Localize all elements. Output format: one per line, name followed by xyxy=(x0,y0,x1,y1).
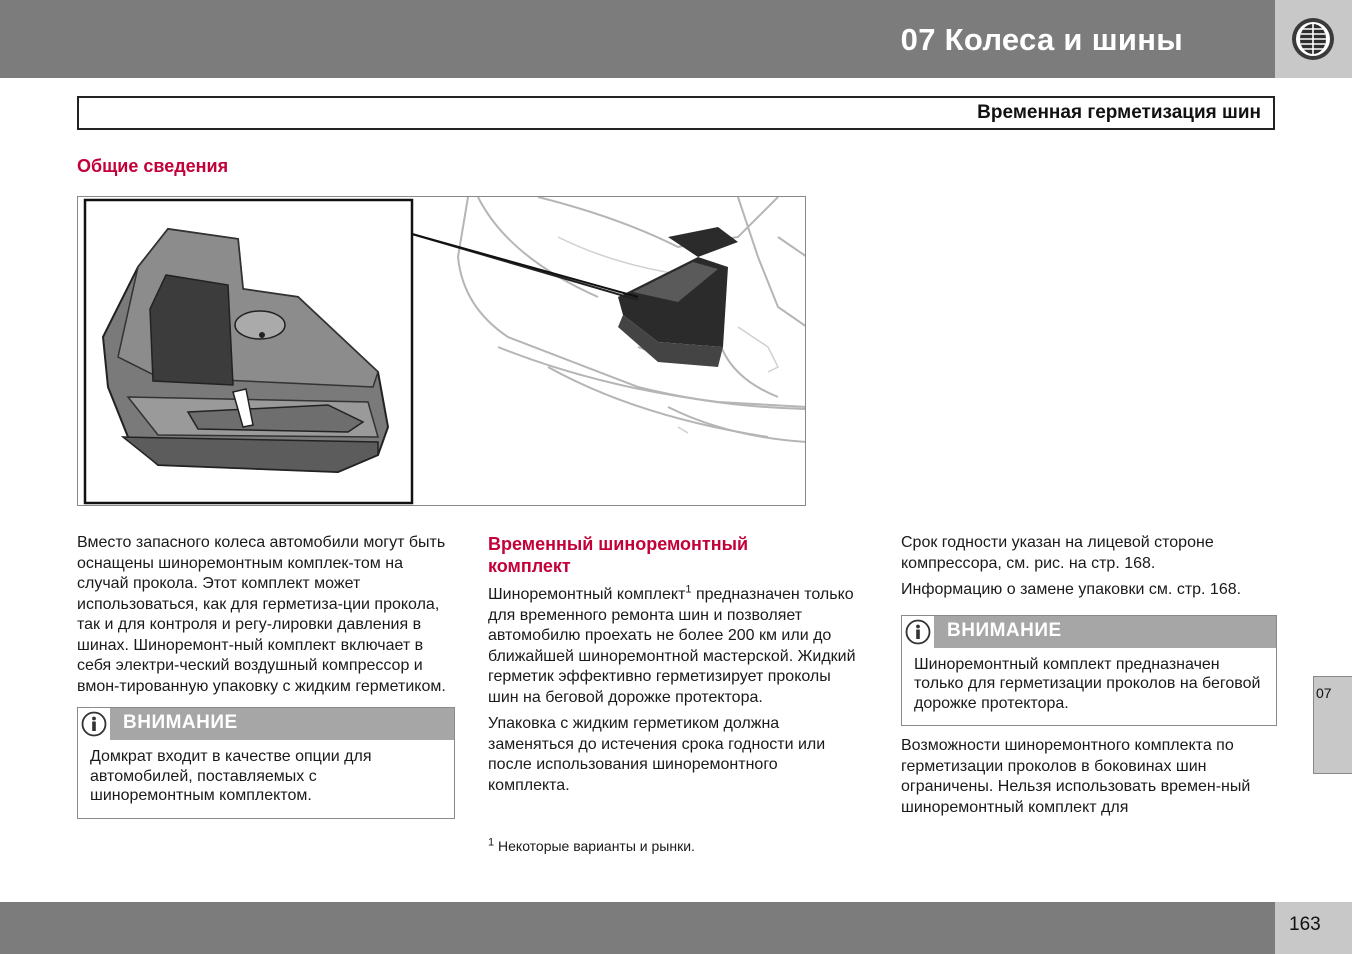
warning-box-jack xyxy=(77,707,455,819)
footer-bar xyxy=(0,902,1275,954)
tire-icon xyxy=(1290,16,1336,62)
column-2 xyxy=(488,533,863,802)
tire-repair-kit-illustration xyxy=(78,197,806,506)
heading-repair-kit-line1: Временный шиноремонтный xyxy=(488,534,749,554)
intro-paragraph: Вместо запасного колеса автомобили могут быть оснащены шиноремонтным комплек-том на случай прокола. Этот комплект может использоваться, как для герметиза-ции прокола, так и для контроля и регу-лировки давления в шинах. Шиноремонт-ный комплект включает в себя электри-ческий воздушный компрессор и вмон-тированную упаковку с жидким герметиком. xyxy=(77,534,446,695)
trunk-illustration xyxy=(77,196,806,506)
info-icon xyxy=(902,616,934,648)
info-icon xyxy=(78,708,110,740)
header-bar xyxy=(0,0,1275,78)
warning-header xyxy=(78,708,454,740)
page-number: 163 xyxy=(1289,914,1321,935)
warning-text: Шиноремонтный комплект предназначен только для герметизации проколов на беговой дорожке протектора. xyxy=(914,655,1261,712)
chapter-icon-box xyxy=(1275,0,1352,78)
footnote xyxy=(488,838,695,854)
column-3 xyxy=(901,533,1277,824)
footnote-text: Некоторые варианты и рынки. xyxy=(494,838,695,854)
footnote-sup: 1 xyxy=(488,836,495,849)
kit-paragraph-2: Упаковка с жидким герметиком должна заменяться до истечения срока годности или после использования шиноремонтного комплекта. xyxy=(488,715,826,794)
section-title-box xyxy=(77,96,1275,130)
heading-repair-kit-line2: комплект xyxy=(488,556,571,576)
section-title: Временная герметизация шин xyxy=(977,102,1261,123)
warning-box-tread xyxy=(901,615,1277,727)
chapter-side-tab xyxy=(1313,676,1352,774)
page-number-box xyxy=(1275,902,1352,954)
warning-text: Домкрат входит в качестве опции для автомобилей, поставляемых с шиноремонтным комплектом. xyxy=(90,748,372,804)
side-tab-label: 07 xyxy=(1316,685,1332,701)
kit-p1-start: Шиноремонтный комплект xyxy=(488,586,686,603)
expiry-paragraph: Срок годности указан на лицевой стороне компрессора, см. рис. на стр. 168. xyxy=(901,534,1214,572)
column-1 xyxy=(77,533,455,819)
warning-title: ВНИМАНИЕ xyxy=(123,712,238,733)
footnote-marker: 1 xyxy=(685,583,692,596)
heading-repair-kit xyxy=(488,533,863,577)
chapter-title: 07 Колеса и шины xyxy=(900,22,1183,57)
kit-paragraph-1 xyxy=(488,585,863,708)
warning-header xyxy=(902,616,1276,648)
kit-p1-end: предназначен только для временного ремонта шин и позволяет автомобилю проехать не более 200 км или до ближайшей шиноремонтной мастерской. Жидкий герметик эффективно герметизирует проколы шин на беговой дорожке протектора. xyxy=(488,586,856,706)
sidewall-paragraph: Возможности шиноремонтного комплекта по герметизации проколов в боковинах шин ограничены. Нельзя использовать времен-ный шиноремонтный комплект для xyxy=(901,737,1251,816)
replacement-paragraph: Информацию о замене упаковки см. стр. 168. xyxy=(901,581,1242,598)
warning-title: ВНИМАНИЕ xyxy=(947,619,1062,641)
heading-general: Общие сведения xyxy=(77,156,229,176)
